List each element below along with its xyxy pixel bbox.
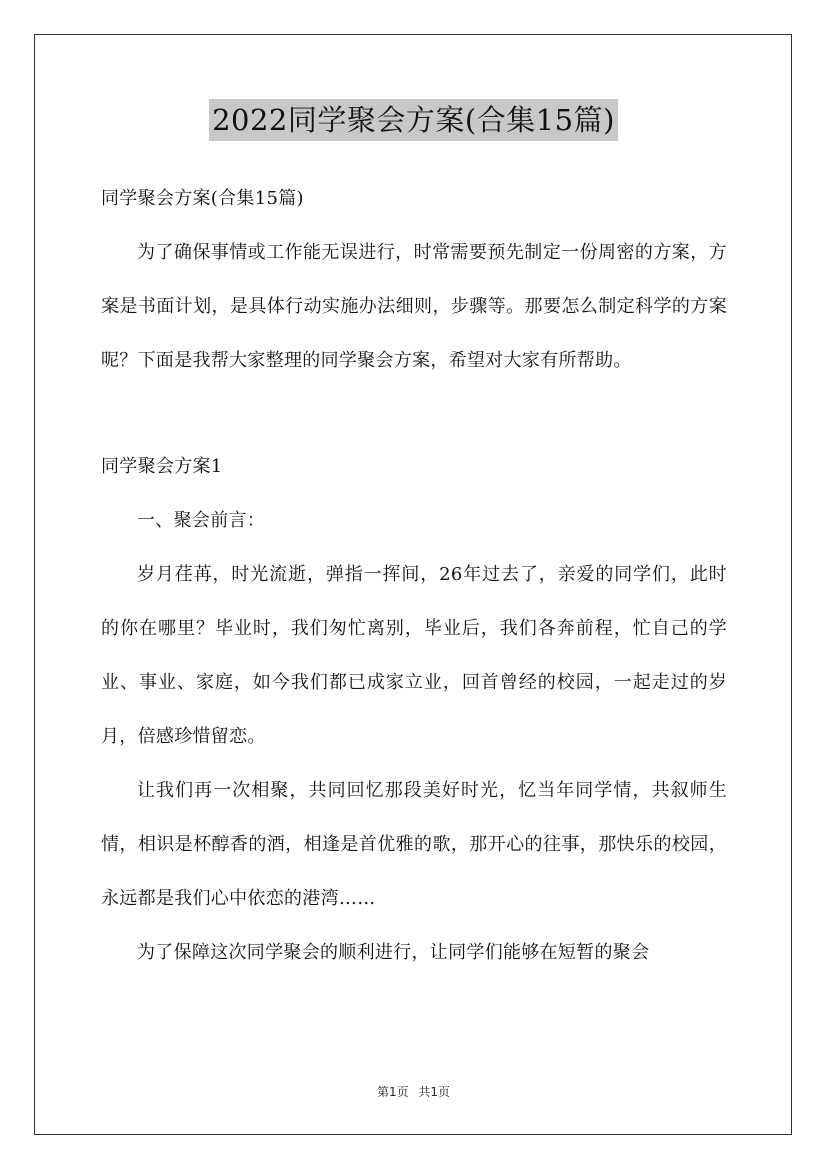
title-container: [0, 99, 827, 141]
body-paragraph: 让我们再一次相聚，共同回忆那段美好时光，忆当年同学情，共叙师生情，相识是杯醇香的酒，相逢是首优雅的歌，那开心的往事，那快乐的校园，永远都是我们心中依恋的港湾……: [101, 780, 727, 909]
page-total: 共1页: [418, 1085, 451, 1099]
subtitle-paragraph: 同学聚会方案(合集15篇): [101, 188, 304, 209]
section-heading: 同学聚会方案1: [101, 456, 223, 477]
intro-paragraph: 为了确保事情或工作能无误进行，时常需要预先制定一份周密的方案，方案是书面计划，是具体行动实施办法细则，步骤等。那要怎么制定科学的方案呢？下面是我帮大家整理的同学聚会方案，希望对大家有所帮助。: [101, 242, 727, 371]
page-number: 第1页: [376, 1085, 409, 1099]
page-footer: [0, 1083, 827, 1100]
body-paragraph: 岁月荏苒，时光流逝，弹指一挥间，26年过去了，亲爱的同学们，此时的你在哪里？毕业时，我们匆忙离别，毕业后，我们各奔前程，忙自己的学业、事业、家庭，如今我们都已成家立业，回首曾经的校园，一起走过的岁月，倍感珍惜留恋。: [101, 564, 727, 747]
subsection-heading: 一、聚会前言：: [137, 510, 266, 531]
document-body: [101, 172, 727, 980]
document-title: 2022同学聚会方案(合集15篇): [209, 99, 618, 141]
body-paragraph: 为了保障这次同学聚会的顺利进行，让同学们能够在短暂的聚会: [137, 942, 650, 963]
